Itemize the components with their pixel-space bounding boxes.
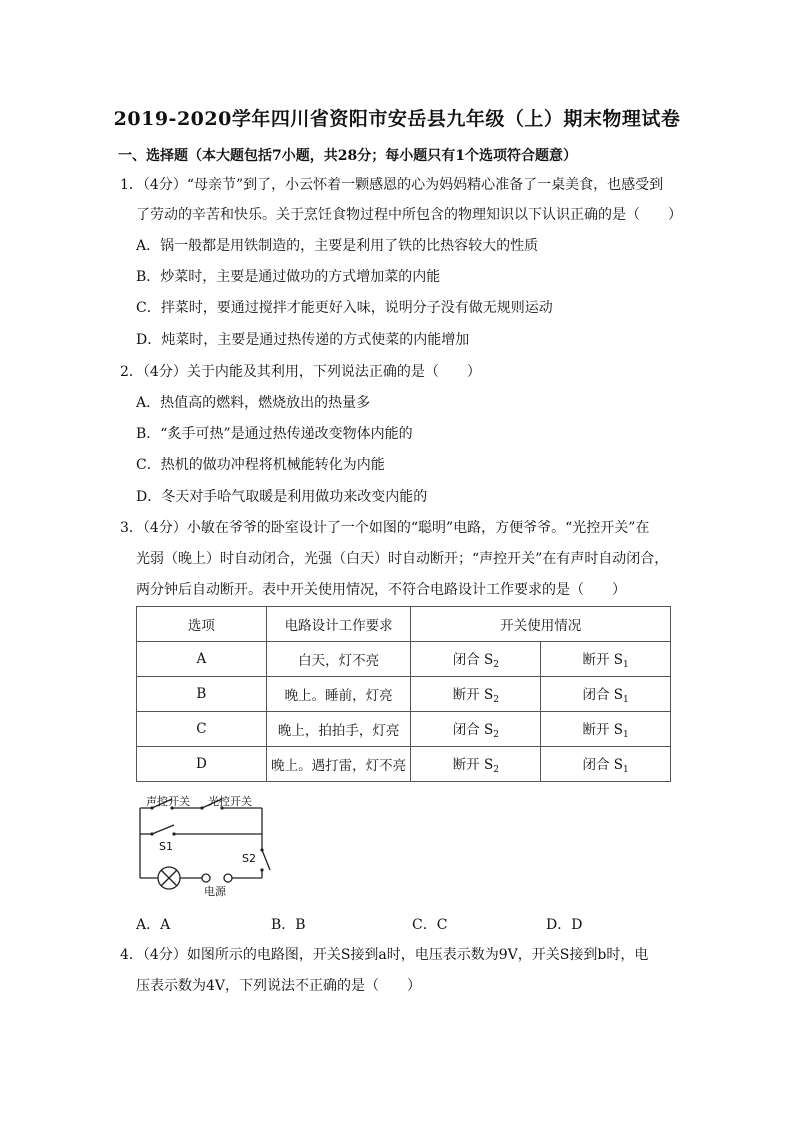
question-1-stem: 1．（4分）“母亲节”到了，小云怀着一颗感恩的心为妈妈精心准备了一桌美食，也感受到 [120,177,664,193]
table-cell-s2: 断开 $S_2$ [411,747,541,782]
page-title: 2019-2020学年四川省资阳市安岳县九年级（上）期末物理试卷 [113,108,681,130]
table-row [137,712,671,747]
table-cell-s1: 闭合 $S_1$ [541,747,671,782]
question-1-option-b: B．炒菜时，主要是通过做功的方式增加菜的内能 [136,269,441,285]
question-1-option-c: C．拌菜时，要通过搅拌才能更好入味，说明分子没有做无规则运动 [136,300,553,316]
table-cell-s1: 断开 $S_1$ [541,642,671,677]
question-2-stem: 2．（4分）关于内能及其利用，下列说法正确的是（ ） [120,364,481,380]
question-2-option-c: C．热机的做功冲程将机械能转化为内能 [136,457,385,473]
question-3-answer-a: A．A [136,917,171,933]
question-3-answer-b: B．B [271,917,306,933]
table-cell-s1: 闭合 $S_1$ [541,677,671,712]
question-1-option-d: D．炖菜时，主要是通过热传递的方式使菜的内能增加 [136,332,470,348]
table-header-switch: 开关使用情况 [411,607,671,642]
table-row [137,677,671,712]
table-cell-option: D [137,747,267,782]
question-3-stem-cont: 光弱（晚上）时自动闭合，光强（白天）时自动断开；“声控开关”在有声时自动闭合， [136,551,669,567]
table-header-requirement: 电路设计工作要求 [266,607,411,642]
table-header-option: 选项 [137,607,267,642]
question-2-option-d: D．冬天对手哈气取暖是利用做功来改变内能的 [136,489,428,505]
sound-switch-label: 声控开关 [146,795,190,808]
table-row [137,642,671,677]
s2-label: S2 [242,852,256,865]
table-cell-requirement: 晚上，拍拍手，灯亮 [266,712,411,747]
question-3-table [136,606,671,782]
circuit-diagram [124,794,274,900]
table-header-row [137,607,671,642]
table-cell-requirement: 晚上。遇打雷，灯不亮 [266,747,411,782]
table-cell-option: A [137,642,267,677]
question-3-stem-cont2: 两分钟后自动断开。表中开关使用情况，不符合电路设计工作要求的是（ ） [136,582,626,598]
table-cell-option: B [137,677,267,712]
table-cell-s1: 断开 $S_1$ [541,712,671,747]
question-3-stem: 3．（4分）小敏在爷爷的卧室设计了一个如图的“聪明”电路，方便爷爷。“光控开关”在 [120,520,650,536]
table-cell-option: C [137,712,267,747]
table-cell-requirement: 晚上。睡前，灯亮 [266,677,411,712]
s1-label: S1 [159,840,173,853]
table-cell-s2: 闭合 $S_2$ [411,642,541,677]
question-1-option-a: A．锅一般都是用铁制造的，主要是利用了铁的比热容较大的性质 [136,238,539,254]
question-4-stem-cont: 压表示数为4V，下列说法不正确的是（ ） [136,978,422,994]
table-row [137,747,671,782]
question-2-option-b: B．“炙手可热”是通过热传递改变物体内能的 [136,426,413,442]
power-label: 电源 [204,885,226,898]
table-cell-s2: 断开 $S_2$ [411,677,541,712]
question-3-answer-c: C．C [412,917,448,933]
section-heading: 一、选择题（本大题包括7小题，共28分；每小题只有1个选项符合题意） [118,148,577,164]
light-switch-label: 光控开关 [208,795,252,808]
question-3-answer-d: D．D [546,917,583,933]
table-cell-requirement: 白天，灯不亮 [266,642,411,677]
table-cell-s2: 闭合 $S_2$ [411,712,541,747]
question-1-stem-cont: 了劳动的辛苦和快乐。关于烹饪食物过程中所包含的物理知识以下认识正确的是（ ） [136,207,682,223]
question-4-stem: 4．（4分）如图所示的电路图，开关S接到a时，电压表示数为9V，开关S接到b时，电 [120,947,649,963]
question-2-option-a: A．热值高的燃料，燃烧放出的热量多 [136,395,371,411]
